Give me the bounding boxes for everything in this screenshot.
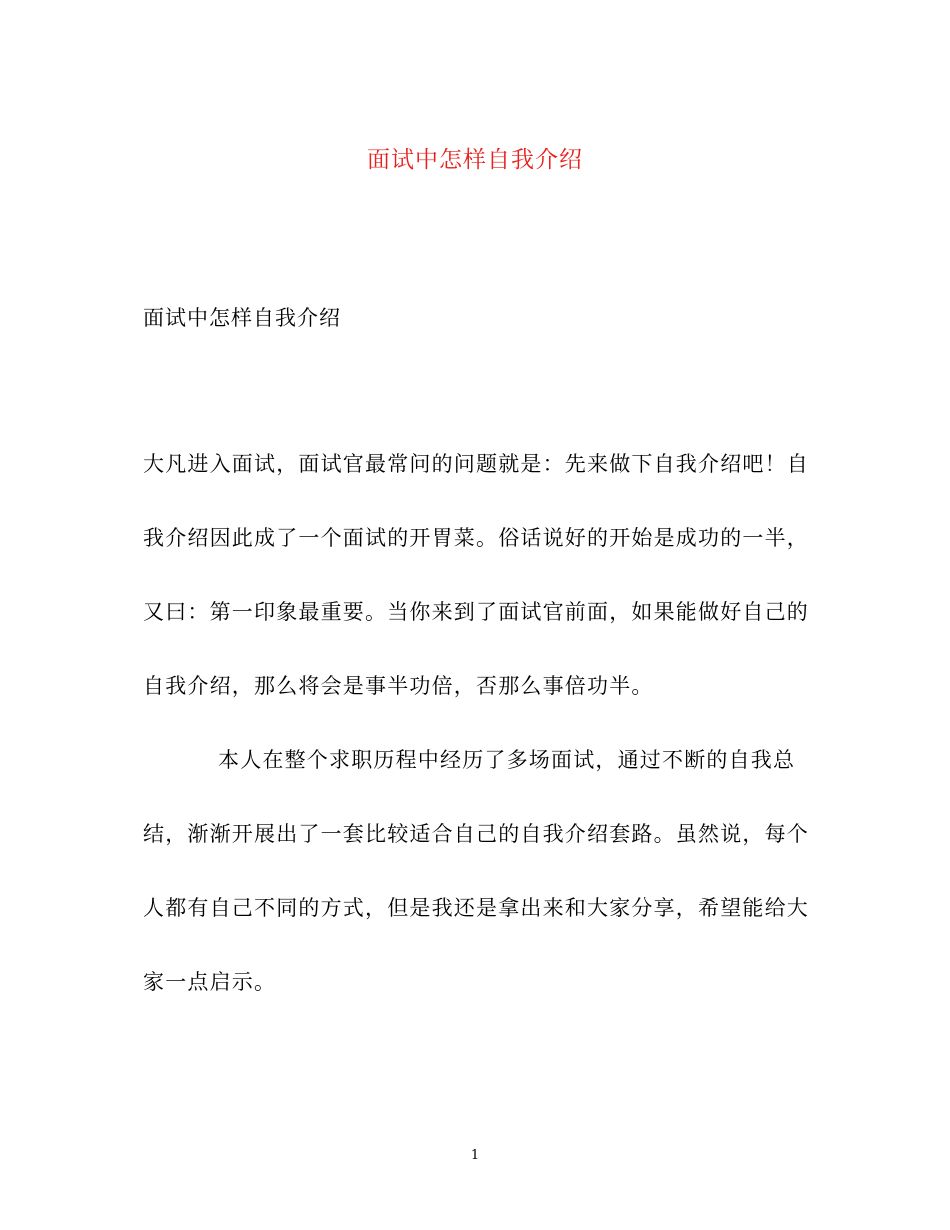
document-subtitle: 面试中怎样自我介绍 [143,306,341,330]
page-number: 1 [470,1148,480,1163]
paragraph-2 [143,723,809,1019]
paragraph-2-line-3: 人都有自己不同的方式，但是我还是拿出来和大家分享，希望能给大 [143,896,809,920]
paragraph-1-line-1: 大凡进入面试，面试官最常问的问题就是：先来做下自我介绍吧！自 [143,452,809,476]
paragraph-1-line-4: 自我介绍，那么将会是事半功倍，否那么事倍功半。 [143,674,654,698]
document-title: 面试中怎样自我介绍 [367,147,583,173]
paragraph-2-line-1: 本人在整个求职历程中经历了多场面试，通过不断的自我总 [218,748,796,772]
paragraph-2-line-2: 结，渐渐开展出了一套比较适合自己的自我介绍套路。虽然说，每个 [143,822,809,846]
paragraph-1 [143,427,809,723]
paragraph-2-line-4: 家一点启示。 [143,970,277,994]
paragraph-1-line-3: 又曰：第一印象最重要。当你来到了面试官前面，如果能做好自己的 [143,600,809,624]
paragraph-1-line-2: 我介绍因此成了一个面试的开胃菜。俗话说好的开始是成功的一半， [143,526,809,550]
